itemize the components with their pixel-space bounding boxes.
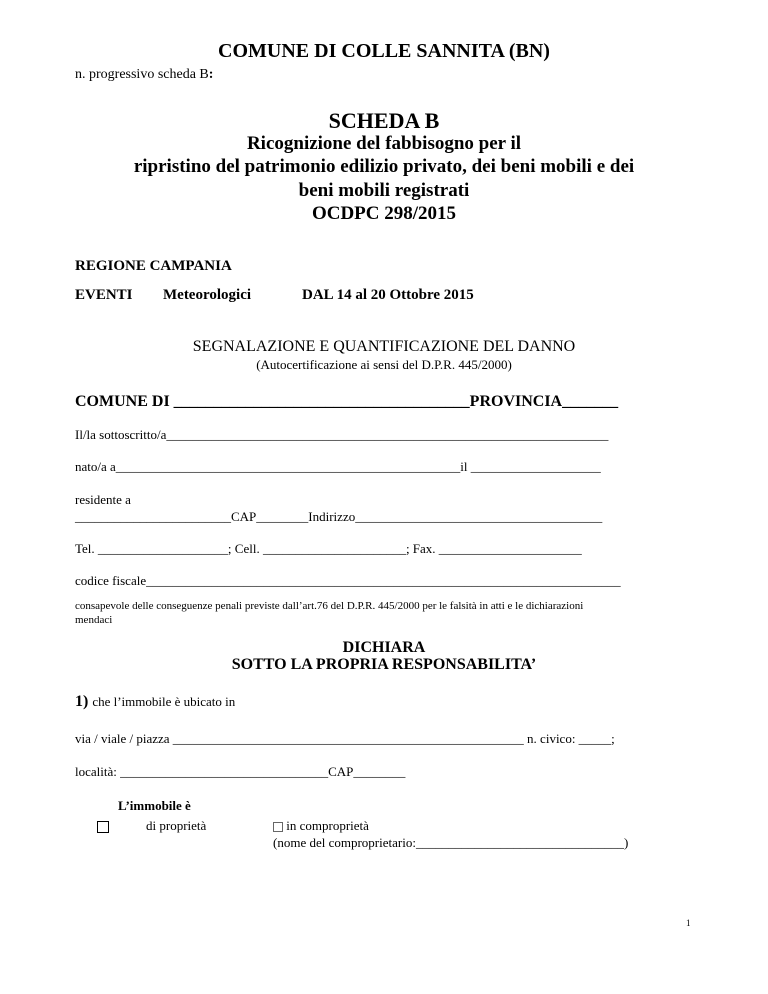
section-subtitle: (Autocertificazione ai sensi del D.P.R. 445/2000) — [256, 357, 512, 372]
page-number: 1 — [686, 918, 691, 928]
item-1-heading — [75, 693, 235, 711]
sottoscritto-field[interactable]: Il/la sottoscritto/a____________________________________________________________________ — [75, 427, 609, 442]
ownership-label: L’immobile è — [118, 798, 191, 813]
progressive-label-text: n. progressivo scheda B — [75, 67, 209, 82]
street-field[interactable]: via / viale / piazza ______________________________________________________ n. civico: _____; — [75, 731, 615, 746]
title-line-2: Ricognizione del fabbisogno per il — [246, 133, 522, 154]
residence-address-field[interactable]: ________________________CAP________Indirizzo______________________________________ — [75, 509, 603, 524]
ownership-checkbox-property[interactable] — [97, 818, 109, 836]
events-type: Meteorologici — [163, 287, 252, 303]
declaration-line-2: SOTTO LA PROPRIA RESPONSABILITA’ — [231, 656, 537, 673]
progressive-number-label — [75, 67, 213, 83]
progressive-colon: : — [208, 67, 214, 82]
tax-code-field[interactable]: codice fiscale_________________________________________________________________________ — [75, 573, 621, 588]
title-line-1: SCHEDA B — [328, 108, 440, 133]
checkbox-icon[interactable] — [273, 822, 283, 832]
events-dates: DAL 14 al 20 Ottobre 2015 — [302, 287, 474, 303]
contacts-field[interactable]: Tel. ____________________; Cell. ______________________; Fax. ______________________ — [75, 541, 582, 556]
item-1-number: 1) — [75, 693, 89, 710]
ownership-option-coproperty[interactable] — [273, 818, 369, 834]
item-1-text: che l’immobile è ubicato in — [92, 694, 236, 709]
ownership-option-property: di proprietà — [146, 818, 207, 833]
municipality-title: COMUNE DI COLLE SANNITA (BN) — [218, 40, 550, 62]
coproperty-label: in comproprietà — [286, 818, 369, 833]
title-line-4: beni mobili registrati — [298, 180, 470, 201]
section-title: SEGNALAZIONE E QUANTIFICAZIONE DEL DANNO — [192, 338, 576, 355]
residence-label: residente a — [75, 492, 131, 507]
declaration-line-1: DICHIARA — [342, 639, 426, 656]
disclaimer-line-2: mendaci — [75, 614, 113, 626]
checkbox-icon[interactable] — [97, 821, 109, 833]
title-line-5: OCDPC 298/2015 — [311, 203, 457, 224]
events-label: EVENTI — [75, 287, 133, 303]
title-line-3: ripristino del patrimonio edilizio privato, dei beni mobili e dei — [133, 156, 635, 177]
birth-place-date-field[interactable]: nato/a a_____________________________________________________il ____________________ — [75, 459, 601, 474]
comune-provincia-field[interactable]: COMUNE DI _____________________________________PROVINCIA_______ — [75, 393, 619, 410]
disclaimer-line-1: consapevole delle conseguenze penali previste dall’art.76 del D.P.R. 445/2000 per le falsità in atti e le dichiarazioni — [75, 600, 584, 612]
locality-field[interactable]: località: ________________________________CAP________ — [75, 764, 406, 779]
coowner-name-field[interactable]: (nome del comproprietario:________________________________) — [273, 835, 629, 850]
region-label: REGIONE CAMPANIA — [75, 258, 232, 274]
